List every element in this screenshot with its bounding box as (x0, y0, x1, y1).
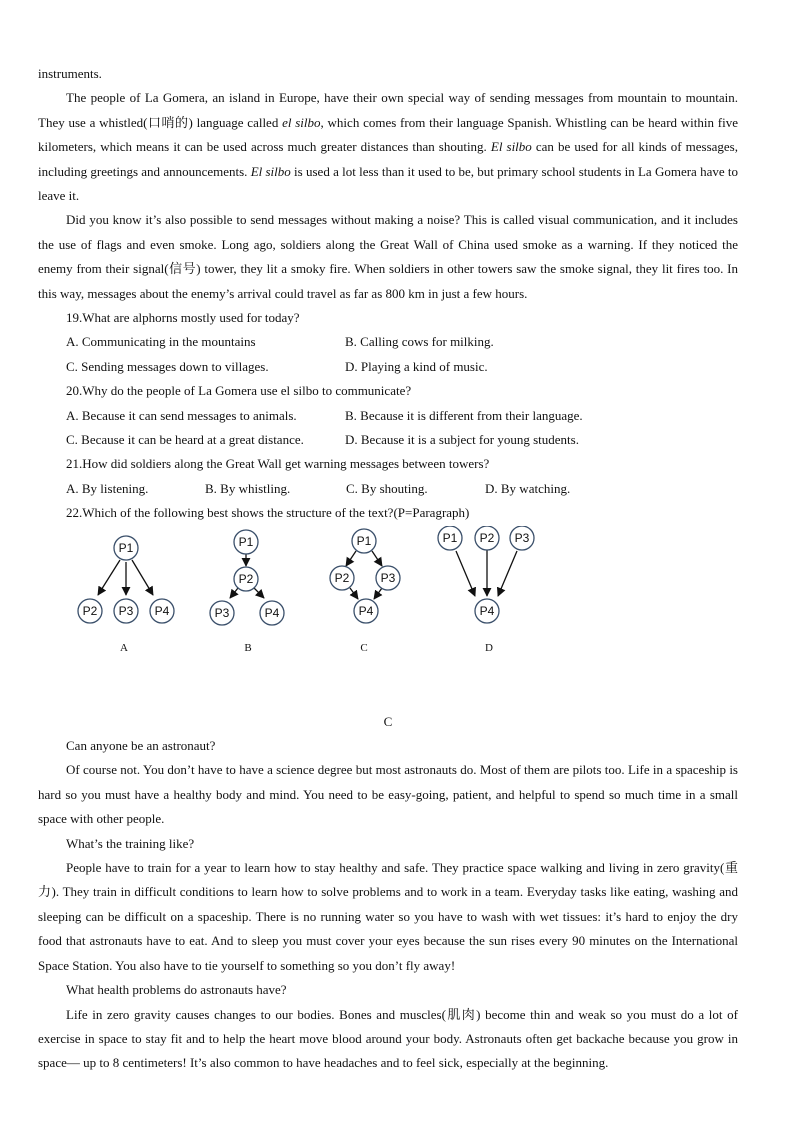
option-20a[interactable]: A. Because it can send messages to animals. (66, 407, 297, 423)
node-b-p2-label: P2 (238, 571, 254, 586)
arrow-d-p1-p4 (456, 551, 475, 596)
arrow-d-p3-p4 (498, 551, 517, 596)
question-20: 20.Why do the people of La Gomera use el silbo to communicate? (66, 383, 412, 399)
arrow-a-p1-p4 (132, 560, 153, 595)
option-19c[interactable]: C. Sending messages down to villages. (66, 358, 269, 374)
diagram-c[interactable] (330, 529, 400, 654)
option-20b[interactable]: B. Because it is different from their language. (345, 407, 583, 423)
diagram-d[interactable] (438, 526, 534, 654)
node-b-p1-label: P1 (238, 534, 254, 549)
paragraph-visual-communication: Did you know it’s also possible to send messages without making a noise? This is called visual communication, and it includes the use of flags and even smoke. Long ago, soldiers along the Great Wall of China used smoke as a warning. If they noticed the enemy from their signal(信号) tower, they lit a smoky fire. When soldiers in other towers saw the smoke signal, they lit fires too. In this way, messages about the enemy’s arrival could travel as far as 800 km in just a few hours. (38, 212, 738, 301)
node-d-p4-label: P4 (479, 603, 495, 618)
option-19b[interactable]: B. Calling cows for milking. (345, 334, 494, 350)
node-a-p3-label: P3 (118, 603, 134, 618)
option-21b[interactable]: B. By whistling. (205, 480, 291, 496)
arrow-b-p2-p3 (230, 588, 238, 598)
arrow-a-p1-p2 (98, 560, 120, 595)
node-a-p2-label: P2 (82, 603, 98, 618)
option-21d[interactable]: D. By watching. (485, 480, 571, 496)
structure-diagrams (38, 526, 738, 710)
option-21a[interactable]: A. By listening. (66, 480, 149, 496)
options-19-row1 (38, 330, 738, 354)
node-c-p3-label: P3 (380, 570, 396, 585)
arrow-c-p2-p4 (350, 588, 358, 599)
arrow-c-p3-p4 (374, 588, 382, 599)
astronaut-paragraph-2: People have to train for a year to learn how to stay healthy and safe. They practice space walking and living in zero gravity(重力). They train in difficult conditions to learn how to solve problems and to work in a team. Everyday tasks like eating, washing and sleeping can be difficult on a spaceship. There is no running water so you have to wash with wet tissues: it’s hard to enjoy the dry food that astronauts have to eat. And to sleep you must cover your eyes because the sun rises every 90 minutes on the International Space Station. You also have to tie yourself to something so you don’t fly away! (38, 860, 738, 973)
option-20c[interactable]: C. Because it can be heard at a great distance. (66, 432, 304, 448)
question-21: 21.How did soldiers along the Great Wall get warning messages between towers? (66, 456, 490, 472)
node-d-p3-label: P3 (514, 530, 530, 545)
diagram-c-label: C (360, 641, 368, 654)
node-d-p1-label: P1 (442, 530, 458, 545)
options-19-row2 (38, 355, 738, 379)
question-22: 22.Which of the following best shows the structure of the text?(P=Paragraph) (66, 505, 470, 521)
diagram-b-label: B (244, 641, 252, 654)
option-19d[interactable]: D. Playing a kind of music. (345, 358, 488, 374)
options-20-row2 (38, 428, 738, 452)
node-c-p2-label: P2 (334, 570, 350, 585)
question-19: 19.What are alphorns mostly used for today? (66, 310, 300, 326)
node-b-p4-label: P4 (264, 605, 280, 620)
astronaut-paragraph-3: Life in zero gravity causes changes to our bodies. Bones and muscles(肌肉) become thin and weak so you must do a lot of exercise in space to stay fit and to help the heart move blood around your body. Astronauts often get backache because you grow in space— up to 8 centimeters! It’s also common to have headaches and to feel sick, especially at the beginning. (38, 1006, 738, 1071)
arrow-c-p1-p3 (372, 551, 382, 566)
section-c-heading: C (383, 713, 393, 729)
fragment-line: instruments. (38, 66, 102, 81)
option-21c[interactable]: C. By shouting. (346, 480, 428, 496)
option-19a[interactable]: A. Communicating in the mountains (66, 334, 256, 350)
diagram-a-label: A (120, 641, 128, 654)
node-a-p1-label: P1 (118, 540, 134, 555)
node-c-p4-label: P4 (358, 603, 374, 618)
astronaut-heading-3: What health problems do astronauts have? (66, 982, 287, 998)
node-b-p3-label: P3 (214, 605, 230, 620)
options-21-row (38, 477, 738, 501)
diagram-d-label: D (485, 641, 493, 654)
node-c-p1-label: P1 (356, 533, 372, 548)
node-a-p4-label: P4 (154, 603, 170, 618)
paragraph-la-gomera: The people of La Gomera, an island in Europe, have their own special way of sending messages from mountain to mountain. They use a whistled(口哨的) language called el silbo, which comes from their language Spanish. Whistling can be heard within five kilometers, which means it can be used across much greater distances than shouting. El silbo can be used for all kinds of messages, including greetings and announcements. El silbo is used a lot less than it used to be, but primary school students in La Gomera have to leave it. (38, 90, 738, 204)
astronaut-heading-2: What’s the training like? (66, 835, 195, 851)
arrow-c-p1-p2 (346, 551, 356, 566)
document-page (38, 62, 738, 1076)
diagram-b[interactable] (210, 530, 284, 654)
options-20-row1 (38, 404, 738, 428)
astronaut-paragraph-1: Of course not. You don’t have to have a science degree but most astronauts do. Most of them are pilots too. Life in a spaceship is hard so you must have a healthy body and mind. You need to be easy-going, patient, and helpful to spend so much time in a small space with other people. (38, 762, 738, 827)
arrow-b-p2-p4 (254, 588, 264, 598)
astronaut-heading-1: Can anyone be an astronaut? (66, 738, 216, 754)
structure-diagrams-svg (38, 526, 738, 710)
node-d-p2-label: P2 (479, 530, 495, 545)
diagram-a[interactable] (78, 536, 174, 654)
option-20d[interactable]: D. Because it is a subject for young students. (345, 432, 579, 448)
